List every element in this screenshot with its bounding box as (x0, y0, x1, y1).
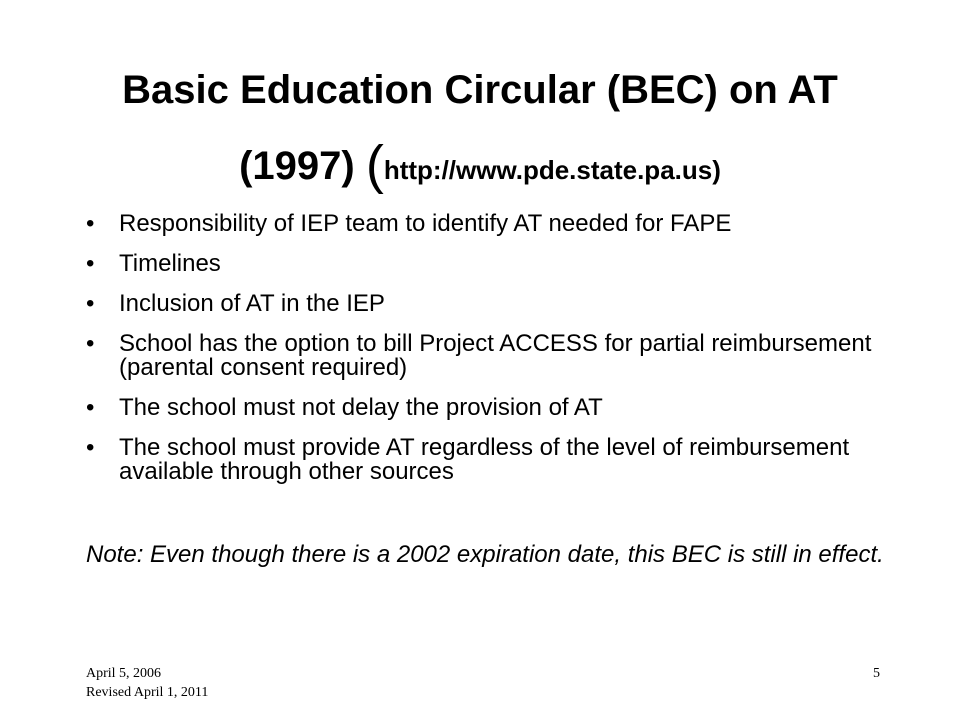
bullet-text: Inclusion of AT in the IEP (119, 290, 385, 317)
footer-date: April 5, 2006 (86, 666, 162, 681)
page-number: 5 (873, 666, 880, 681)
bullet-item (86, 212, 906, 236)
title-line-2 (40, 135, 920, 206)
bullet-symbol: • (86, 250, 95, 277)
bullet-text: Timelines (119, 250, 221, 277)
title-url: http://www.pde.state.pa.us (383, 155, 713, 185)
bullet-symbol: • (86, 290, 95, 317)
bullet-symbol: • (86, 210, 95, 237)
bullet-item (86, 436, 906, 484)
bullet-symbol: • (86, 394, 95, 421)
bullet-item (86, 396, 906, 420)
title-line-1: Basic Education Circular (BEC) on AT (122, 68, 838, 112)
title-close-paren: ) (712, 155, 721, 185)
bullet-text: The school must provide AT regardless of the level of reimbursement available through other sources (119, 434, 850, 485)
bullet-item (86, 332, 906, 380)
bullet-symbol: • (86, 330, 95, 357)
bullet-text: The school must not delay the provision of AT (119, 394, 603, 421)
note-text: Note: Even though there is a 2002 expiration date, this BEC is still in effect. (86, 541, 884, 568)
footer-revised: Revised April 1, 2011 (86, 685, 209, 700)
title-year: (1997) (239, 144, 366, 188)
slide-title (40, 70, 920, 206)
bullet-symbol: • (86, 434, 95, 461)
bullet-text: Responsibility of IEP team to identify AT needed for FAPE (119, 210, 732, 237)
footer-date-block (86, 664, 208, 702)
bullet-text: School has the option to bill Project ACCESS for partial reimbursement (parental consent required) (119, 330, 872, 381)
bullet-list (86, 212, 906, 500)
bullet-item (86, 252, 906, 276)
bullet-item (86, 292, 906, 316)
title-open-paren: ( (365, 135, 384, 195)
